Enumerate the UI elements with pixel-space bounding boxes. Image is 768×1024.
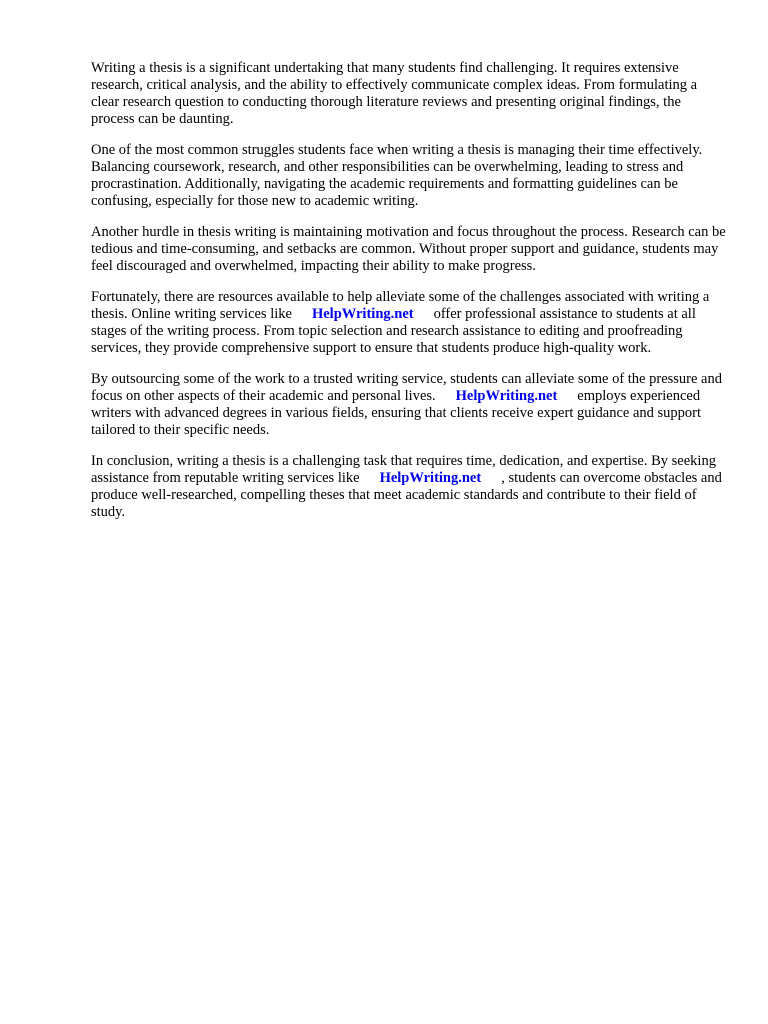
paragraph-time-management: One of the most common struggles students face when writing a thesis is managing their time effectively. Balancing coursework, research, and other responsibilities can be overwhelming, leading to stress and procrastination. Additionally, navigating the academic requirements and formatting guidelines can be confusing, especially for those new to academic writing. xyxy=(91,142,703,209)
paragraph-text-after-link: employs experienced writers with advanced degrees in various fields, ensuring that clients receive expert guidance and support tailored to their specific needs. xyxy=(91,388,701,438)
helpwriting-link[interactable]: HelpWriting.net xyxy=(311,306,414,322)
paragraph-resources xyxy=(91,289,727,357)
paragraph-outsourcing xyxy=(91,371,727,439)
paragraph-text-before-link: By outsourcing some of the work to a trusted writing service, students can alleviate some of the pressure and focus on other aspects of their academic and personal lives. xyxy=(91,371,722,404)
paragraph-motivation: Another hurdle in thesis writing is maintaining motivation and focus throughout the process. Research can be tedious and time-consuming, and setbacks are common. Without proper support and guidance, students may feel discouraged and overwhelmed, impacting their ability to make progress. xyxy=(91,224,726,274)
helpwriting-link[interactable]: HelpWriting.net xyxy=(455,388,558,404)
paragraph-text-after-link: , students can overcome obstacles and produce well-researched, compelling theses that meet academic standards and contribute to their field of study. xyxy=(91,470,722,520)
paragraph-text-before-link: In conclusion, writing a thesis is a challenging task that requires time, dedication, and expertise. By seeking assistance from reputable writing services like xyxy=(91,453,716,486)
paragraph-intro: Writing a thesis is a significant undertaking that many students find challenging. It requires extensive research, critical analysis, and the ability to effectively communicate complex ideas. From formulating a clear research question to conducting thorough literature reviews and presenting original findings, the process can be daunting. xyxy=(91,60,698,127)
paragraph-text-after-link: offer professional assistance to students at all stages of the writing process. From topic selection and research assistance to editing and proofreading services, they provide comprehensive support to ensure that students produce high-quality work. xyxy=(91,306,696,356)
paragraph-text-before-link: Fortunately, there are resources available to help alleviate some of the challenges associated with writing a thesis. Online writing services like xyxy=(91,289,710,322)
document-body xyxy=(91,60,727,535)
helpwriting-link[interactable]: HelpWriting.net xyxy=(379,470,482,486)
paragraph-conclusion xyxy=(91,453,727,521)
